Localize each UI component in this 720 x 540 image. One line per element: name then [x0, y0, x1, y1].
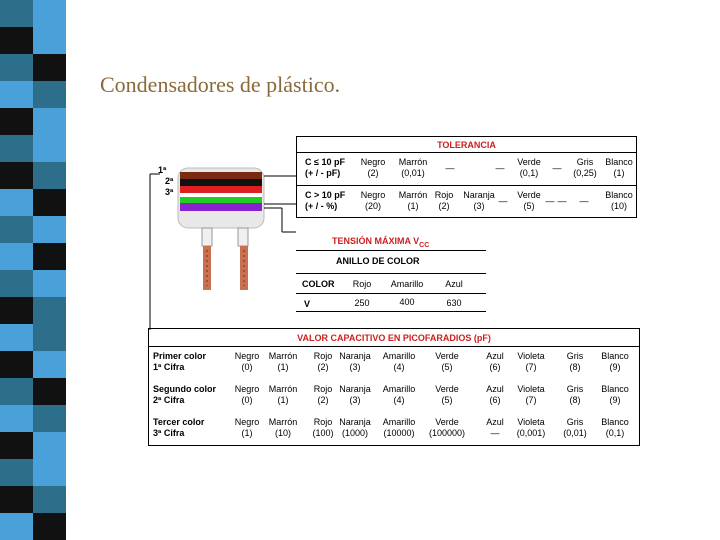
- band-5: [180, 197, 262, 203]
- tol-r1-cell: (0,01): [401, 168, 425, 178]
- unit-label: V: [304, 299, 311, 309]
- capacitance-cell: (8): [569, 362, 581, 372]
- tol-r1-cell: (0,1): [519, 168, 539, 178]
- tol-r2-cell: —: [579, 196, 589, 206]
- tol-r2-cell: Marrón: [398, 190, 428, 200]
- capacitance-row-label: Tercer color: [153, 417, 205, 427]
- tol-r2-cell: Blanco: [605, 190, 633, 200]
- capacitance-cell: Blanco: [601, 417, 629, 427]
- voltage-value: 250: [354, 298, 370, 308]
- tol-r1-cell: —: [552, 163, 562, 173]
- capacitance-cell: (4): [393, 395, 405, 405]
- voltage-header: [332, 236, 429, 251]
- capacitance-cell: Marrón: [268, 417, 298, 427]
- capacitance-cell: (7): [525, 362, 537, 372]
- band-6: [180, 203, 262, 211]
- capacitance-cell: (9): [609, 395, 621, 405]
- capacitance-cell: (100): [312, 428, 334, 438]
- band-4: [180, 193, 262, 197]
- capacitance-cell: Gris: [566, 384, 584, 394]
- capacitance-row-label: Primer color: [153, 351, 207, 361]
- capacitance-cell: (0,001): [516, 428, 546, 438]
- tol-r2-unit: (+ / - %): [305, 201, 338, 211]
- voltage-table: [296, 250, 486, 312]
- capacitance-cell: (7): [525, 395, 537, 405]
- tol-r1-cell: (2): [367, 168, 379, 178]
- capacitance-cell: —: [490, 428, 500, 438]
- band-2: [180, 179, 262, 186]
- tol-r2-cell: Naranja: [463, 190, 495, 200]
- tol-r2-cell: (2): [438, 201, 450, 211]
- capacitance-cell: (1): [277, 395, 289, 405]
- capacitance-cell: Verde: [435, 384, 459, 394]
- capacitance-header: VALOR CAPACITIVO EN PICOFARADIOS (pF): [297, 333, 491, 343]
- capacitance-cell: (3): [349, 395, 361, 405]
- capacitance-cell: (0): [241, 362, 253, 372]
- capacitance-cell: Negro: [234, 417, 260, 427]
- voltage-color: Rojo: [352, 279, 372, 289]
- capacitance-cell: Azul: [486, 417, 504, 427]
- band-3: [180, 186, 262, 193]
- capacitance-cell: Rojo: [313, 384, 333, 394]
- voltage-header-text: TENSIÓN MÁXIMA V: [332, 236, 420, 246]
- tolerance-header: TOLERANCIA: [437, 140, 496, 150]
- voltage-value: 400: [399, 297, 415, 307]
- band-1: [180, 172, 262, 179]
- tol-r1-label: C ≤ 10 pF: [305, 157, 345, 167]
- color-label: COLOR: [302, 279, 335, 289]
- tol-r1-cell: Gris: [576, 157, 594, 167]
- capacitance-cell: Gris: [566, 351, 584, 361]
- tol-r2-cell: (1): [407, 201, 419, 211]
- capacitance-cell: (1000): [341, 428, 368, 438]
- capacitance-cell: Rojo: [313, 417, 333, 427]
- capacitance-cell: (6): [489, 395, 501, 405]
- tol-r1-cell: Blanco: [605, 157, 633, 167]
- capacitance-cell: Verde: [435, 417, 459, 427]
- capacitance-cell: Naranja: [339, 351, 371, 361]
- capacitance-cell: Naranja: [339, 384, 371, 394]
- lead-left-top: [202, 228, 212, 246]
- capacitance-cell: (5): [441, 395, 453, 405]
- capacitance-cell: (0,01): [563, 428, 587, 438]
- capacitance-cell: (100000): [428, 428, 466, 438]
- capacitance-row-label: 1ª Cifra: [153, 362, 185, 372]
- tol-r2-cell: Rojo: [434, 190, 454, 200]
- tol-r1-cell: Marrón: [398, 157, 428, 167]
- capacitance-cell: Marrón: [268, 351, 298, 361]
- tol-r1-cell: (1): [613, 168, 625, 178]
- capacitance-cell: (0): [241, 395, 253, 405]
- capacitance-cell: Azul: [486, 384, 504, 394]
- capacitance-cell: Violeta: [517, 417, 545, 427]
- tol-r2-label: C > 10 pF: [305, 190, 346, 200]
- capacitance-cell: (5): [441, 362, 453, 372]
- capacitance-cell: Negro: [234, 351, 260, 361]
- tol-r2-cell: (10): [610, 201, 627, 211]
- tol-r2-cell: Verde: [517, 190, 541, 200]
- capacitance-cell: Amarillo: [382, 417, 416, 427]
- voltage-color: Azul: [445, 279, 463, 289]
- tol-r2-cell: —: [498, 196, 508, 206]
- capacitance-cell: (6): [489, 362, 501, 372]
- capacitance-table: [148, 328, 640, 446]
- capacitance-cell: (2): [317, 362, 329, 372]
- lead-right-top: [238, 228, 248, 246]
- capacitance-cell: Negro: [234, 384, 260, 394]
- capacitance-cell: Naranja: [339, 417, 371, 427]
- lead-left: [203, 246, 211, 290]
- band-label-3: 3ª: [165, 187, 174, 197]
- tol-r2-cell: (3): [473, 201, 485, 211]
- tol-r1-cell: —: [445, 163, 455, 173]
- capacitance-cell: (1): [277, 362, 289, 372]
- capacitance-cell: (3): [349, 362, 361, 372]
- tol-r1-cell: (0,25): [573, 168, 597, 178]
- voltage-value: 630: [446, 298, 462, 308]
- capacitance-cell: (10): [274, 428, 291, 438]
- capacitance-row-label: Segundo color: [153, 384, 216, 394]
- tol-r2-cell: Negro: [360, 190, 386, 200]
- tol-r2-cell: (20): [364, 201, 381, 211]
- capacitance-cell: Blanco: [601, 384, 629, 394]
- capacitance-cell: Amarillo: [382, 384, 416, 394]
- capacitance-cell: (8): [569, 395, 581, 405]
- tol-r2-cell: —: [557, 196, 567, 206]
- band-label-1: 1ª: [158, 165, 167, 175]
- capacitance-cell: (10000): [383, 428, 415, 438]
- voltage-subscript: CC: [419, 241, 430, 249]
- capacitance-cell: Blanco: [601, 351, 629, 361]
- voltage-color: Amarillo: [390, 279, 424, 289]
- lead-right: [240, 246, 248, 290]
- tol-r1-cell: Negro: [360, 157, 386, 167]
- tol-r2-cell: (5): [523, 201, 535, 211]
- capacitance-cell: (9): [609, 362, 621, 372]
- band-label-2: 2ª: [165, 176, 174, 186]
- capacitance-cell: Azul: [486, 351, 504, 361]
- capacitance-cell: Rojo: [313, 351, 333, 361]
- capacitance-cell: (0,1): [605, 428, 625, 438]
- ring-label: ANILLO DE COLOR: [336, 256, 420, 266]
- capacitance-cell: Verde: [435, 351, 459, 361]
- tol-r1-cell: Verde: [517, 157, 541, 167]
- capacitance-row-label: 2ª Cifra: [153, 395, 185, 405]
- capacitance-cell: Amarillo: [382, 351, 416, 361]
- capacitance-cell: Marrón: [268, 384, 298, 394]
- capacitance-cell: Gris: [566, 417, 584, 427]
- capacitance-cell: (2): [317, 395, 329, 405]
- capacitance-cell: (1): [241, 428, 253, 438]
- tol-r1-unit: (+ / - pF): [305, 168, 341, 178]
- tol-r1-cell: —: [495, 163, 505, 173]
- capacitance-cell: (4): [393, 362, 405, 372]
- capacitance-cell: Violeta: [517, 351, 545, 361]
- page-title: Condensadores de plástico.: [100, 72, 341, 97]
- capacitance-row-label: 3ª Cifra: [153, 428, 185, 438]
- capacitance-cell: Violeta: [517, 384, 545, 394]
- tol-r2-cell: —: [545, 196, 555, 206]
- tolerance-table: [296, 136, 637, 218]
